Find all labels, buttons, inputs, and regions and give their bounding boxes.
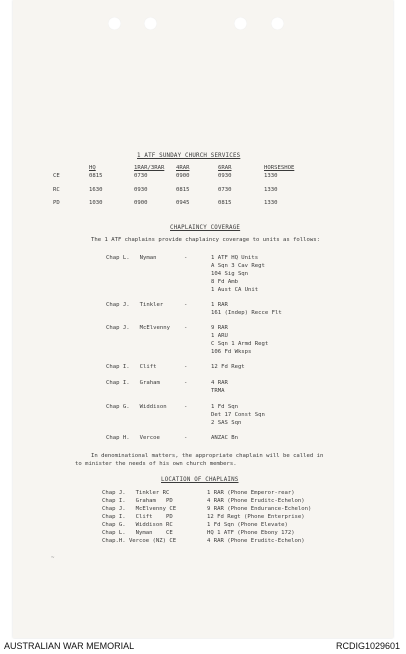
punch-hole	[108, 17, 121, 30]
location-name: Chap I. Clift PD	[102, 514, 173, 520]
cell: 0900	[176, 173, 190, 179]
document-page	[13, 0, 393, 638]
cell: 0730	[218, 187, 232, 193]
unit: 12 Fd Regt	[211, 364, 245, 370]
unit: 1 RAR	[211, 302, 228, 308]
header-horseshoe: HORSESHOE	[264, 165, 295, 171]
dash: -	[184, 404, 188, 410]
dash: -	[184, 364, 188, 370]
row-label-rc: RC	[53, 187, 60, 193]
archive-name: AUSTRALIAN WAR MEMORIAL	[4, 641, 135, 651]
location-name: Chap G. Widdison RC	[102, 522, 173, 528]
unit: A Sqn 3 Cav Regt	[211, 263, 265, 269]
header-4rar: 4RAR	[176, 165, 190, 171]
unit: 1 ARU	[211, 333, 228, 339]
unit: 2 SAS Sqn	[211, 420, 242, 426]
row-label-pd: PD	[53, 200, 60, 206]
page-mark: ~	[51, 555, 55, 561]
cell: 0930	[134, 187, 148, 193]
unit: 104 Sig Sqn	[211, 271, 249, 277]
cell: 0930	[218, 173, 232, 179]
cell: 0815	[218, 200, 232, 206]
chaplain-name: Chap G. Widdison	[106, 404, 167, 410]
location-name: Chap L. Nyman CE	[102, 530, 173, 536]
cell: 0730	[134, 173, 148, 179]
location-name: Chap J. Tinkler RC	[102, 490, 170, 496]
cell: 1630	[89, 187, 103, 193]
header-6rar: 6RAR	[218, 165, 232, 171]
cell: 1330	[264, 173, 278, 179]
unit: 1 Fd Sqn	[211, 404, 238, 410]
location-title: LOCATION OF CHAPLAINS	[161, 477, 239, 483]
dash: -	[184, 325, 188, 331]
cell: 0815	[89, 173, 103, 179]
unit: 1 ATF HQ Units	[211, 255, 259, 261]
unit: 161 (Indep) Recce Flt	[211, 310, 282, 316]
location-value: 1 RAR (Phone Emperor-rear)	[207, 490, 295, 496]
cell: 1330	[264, 200, 278, 206]
location-value: 9 RAR (Phone Endurance-Echelon)	[207, 506, 312, 512]
row-label-ce: CE	[53, 173, 60, 179]
dash: -	[184, 435, 188, 441]
location-value: HQ 1 ATF (Phone Ebony 172)	[207, 530, 295, 536]
location-name: Chap J. McElvenny CE	[102, 506, 177, 512]
coverage-intro: The 1 ATF chaplains provide chaplaincy coverage to units as follows:	[91, 237, 321, 243]
chaplain-name: Chap H. Vercoe	[106, 435, 160, 441]
cell: 0945	[176, 200, 190, 206]
unit: 1 Aust CA Unit	[211, 287, 259, 293]
unit: Det 17 Const Sqn	[211, 412, 265, 418]
chaplain-name: Chap I. Clift	[106, 364, 157, 370]
location-value: 12 Fd Regt (Phone Enterprise)	[207, 514, 305, 520]
location-value: 4 RAR (Phone Eruditc-Echelon)	[207, 498, 305, 504]
cell: 1330	[264, 187, 278, 193]
location-value: 1 Fd Sqn (Phone Elevate)	[207, 522, 288, 528]
location-name: Chap.H. Vercoe (NZ) CE	[102, 538, 177, 544]
chaplain-name: Chap J. McElvenny	[106, 325, 170, 331]
unit: TRMA	[211, 388, 225, 394]
note-line: to minister the needs of his own church members.	[75, 461, 237, 467]
note-line: In denominational matters, the appropriate chaplain will be called in	[91, 453, 324, 459]
archive-footer	[0, 639, 406, 654]
unit: ANZAC Bn	[211, 435, 238, 441]
unit: 4 RAR	[211, 380, 228, 386]
cell: 0815	[176, 187, 190, 193]
chaplain-name: Chap L. Nyman	[106, 255, 157, 261]
coverage-title: CHAPLAINCY COVERAGE	[170, 225, 241, 231]
cell: 1030	[89, 200, 103, 206]
dash: -	[184, 302, 188, 308]
unit: 8 Fd Amb	[211, 279, 238, 285]
location-name: Chap I. Graham PD	[102, 498, 173, 504]
unit: 106 Fd Wksps	[211, 349, 252, 355]
unit: 9 RAR	[211, 325, 228, 331]
chaplain-name: Chap I. Graham	[106, 380, 160, 386]
header-1rar-3rar: 1RAR/3RAR	[134, 165, 165, 171]
chaplain-name: Chap J. Tinkler	[106, 302, 164, 308]
location-value: 4 RAR (Phone Eruditc-Echelon)	[207, 538, 305, 544]
punch-hole	[234, 17, 247, 30]
cell: 0900	[134, 200, 148, 206]
archive-reference: RCDIG1029601	[335, 641, 400, 651]
header-hq: HQ	[89, 165, 96, 171]
punch-hole	[271, 17, 284, 30]
punch-hole	[144, 17, 157, 30]
unit: C Sqn 1 Armd Regt	[211, 341, 269, 347]
services-title: 1 ATF SUNDAY CHURCH SERVICES	[137, 153, 241, 159]
dash: -	[184, 255, 188, 261]
dash: -	[184, 380, 188, 386]
